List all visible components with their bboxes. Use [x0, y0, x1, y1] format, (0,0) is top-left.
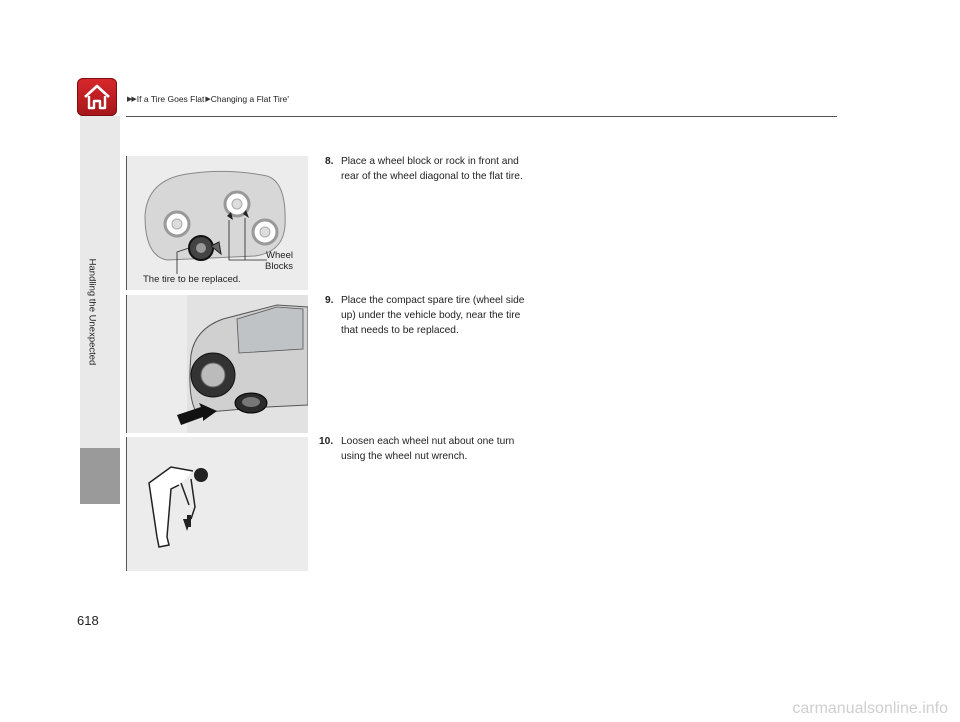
section-label: Handling the Unexpected [86, 258, 98, 366]
step-text: Place the compact spare tire (wheel side up) under the vehicle body, near the tire that needs to be replaced. [341, 295, 525, 336]
watermark: carmanualsonline.info [792, 700, 948, 717]
person-with-wrench-illustration [127, 437, 308, 571]
page-number: 618 [77, 613, 99, 628]
step-number: 9. [325, 295, 334, 306]
figure-wheel-blocks [126, 156, 308, 290]
section-tab-indicator[interactable] [80, 448, 120, 504]
figure-loosen-nuts [126, 437, 308, 571]
header-divider [126, 116, 837, 117]
figure-spare-tire [126, 295, 308, 433]
footnote-mark: * [287, 96, 290, 102]
label-tire-to-replace: The tire to be replaced. [143, 274, 241, 285]
spare-tire-illustration [127, 295, 308, 433]
step-10 [319, 434, 559, 466]
step-number: 8. [325, 156, 334, 167]
breadcrumb-arrow-icon: ▶▶ [127, 96, 136, 103]
step-text: Loosen each wheel nut about one turn using the wheel nut wrench. [341, 436, 515, 462]
home-button[interactable] [77, 78, 117, 116]
breadcrumb-current: Changing a Flat Tire [210, 94, 288, 104]
step-number: 10. [319, 436, 334, 447]
breadcrumb-link-flat-tire[interactable]: If a Tire Goes Flat [136, 94, 205, 104]
label-wheel-blocks: Wheel Blocks [265, 250, 293, 272]
home-icon [81, 82, 113, 112]
step-8 [325, 154, 565, 186]
breadcrumb [127, 94, 289, 104]
step-9 [325, 293, 565, 341]
step-text: Place a wheel block or rock in front and rear of the wheel diagonal to the flat tire. [341, 156, 523, 182]
breadcrumb-arrow-icon: ▶ [205, 96, 210, 103]
